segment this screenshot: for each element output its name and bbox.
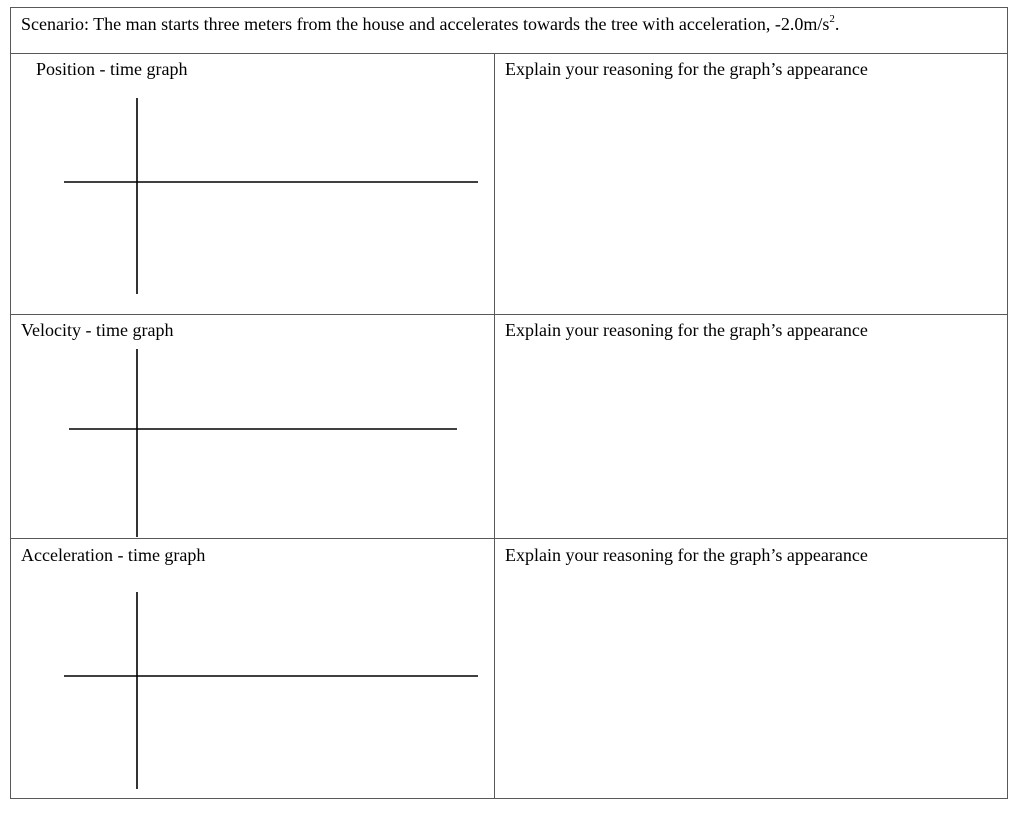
acceleration-graph-cell[interactable]	[10, 538, 495, 799]
acceleration-graph-label: Acceleration - time graph	[21, 545, 206, 565]
velocity-graph-cell[interactable]	[10, 314, 495, 539]
position-explain-label: Explain your reasoning for the graph’s appearance	[505, 59, 868, 79]
position-graph-cell[interactable]	[10, 53, 495, 315]
position-axes	[11, 54, 496, 316]
acceleration-axes	[11, 539, 496, 800]
position-graph-label: Position - time graph	[36, 59, 188, 79]
scenario-text	[21, 14, 839, 34]
velocity-axes	[11, 315, 496, 540]
scenario-exponent: 2	[829, 13, 835, 25]
worksheet-table	[10, 7, 1008, 799]
acceleration-explain-label: Explain your reasoning for the graph’s appearance	[505, 545, 868, 565]
velocity-explain-label: Explain your reasoning for the graph’s appearance	[505, 320, 868, 340]
velocity-explain-cell[interactable]	[494, 314, 1008, 539]
scenario-cell	[10, 7, 1008, 54]
acceleration-explain-cell[interactable]	[494, 538, 1008, 799]
velocity-graph-label: Velocity - time graph	[21, 320, 174, 340]
position-explain-cell[interactable]	[494, 53, 1008, 315]
scenario-sentence: Scenario: The man starts three meters from the house and accelerates towards the tree with acceleration, -2.0m/s	[21, 14, 830, 34]
scenario-period: .	[834, 14, 840, 34]
